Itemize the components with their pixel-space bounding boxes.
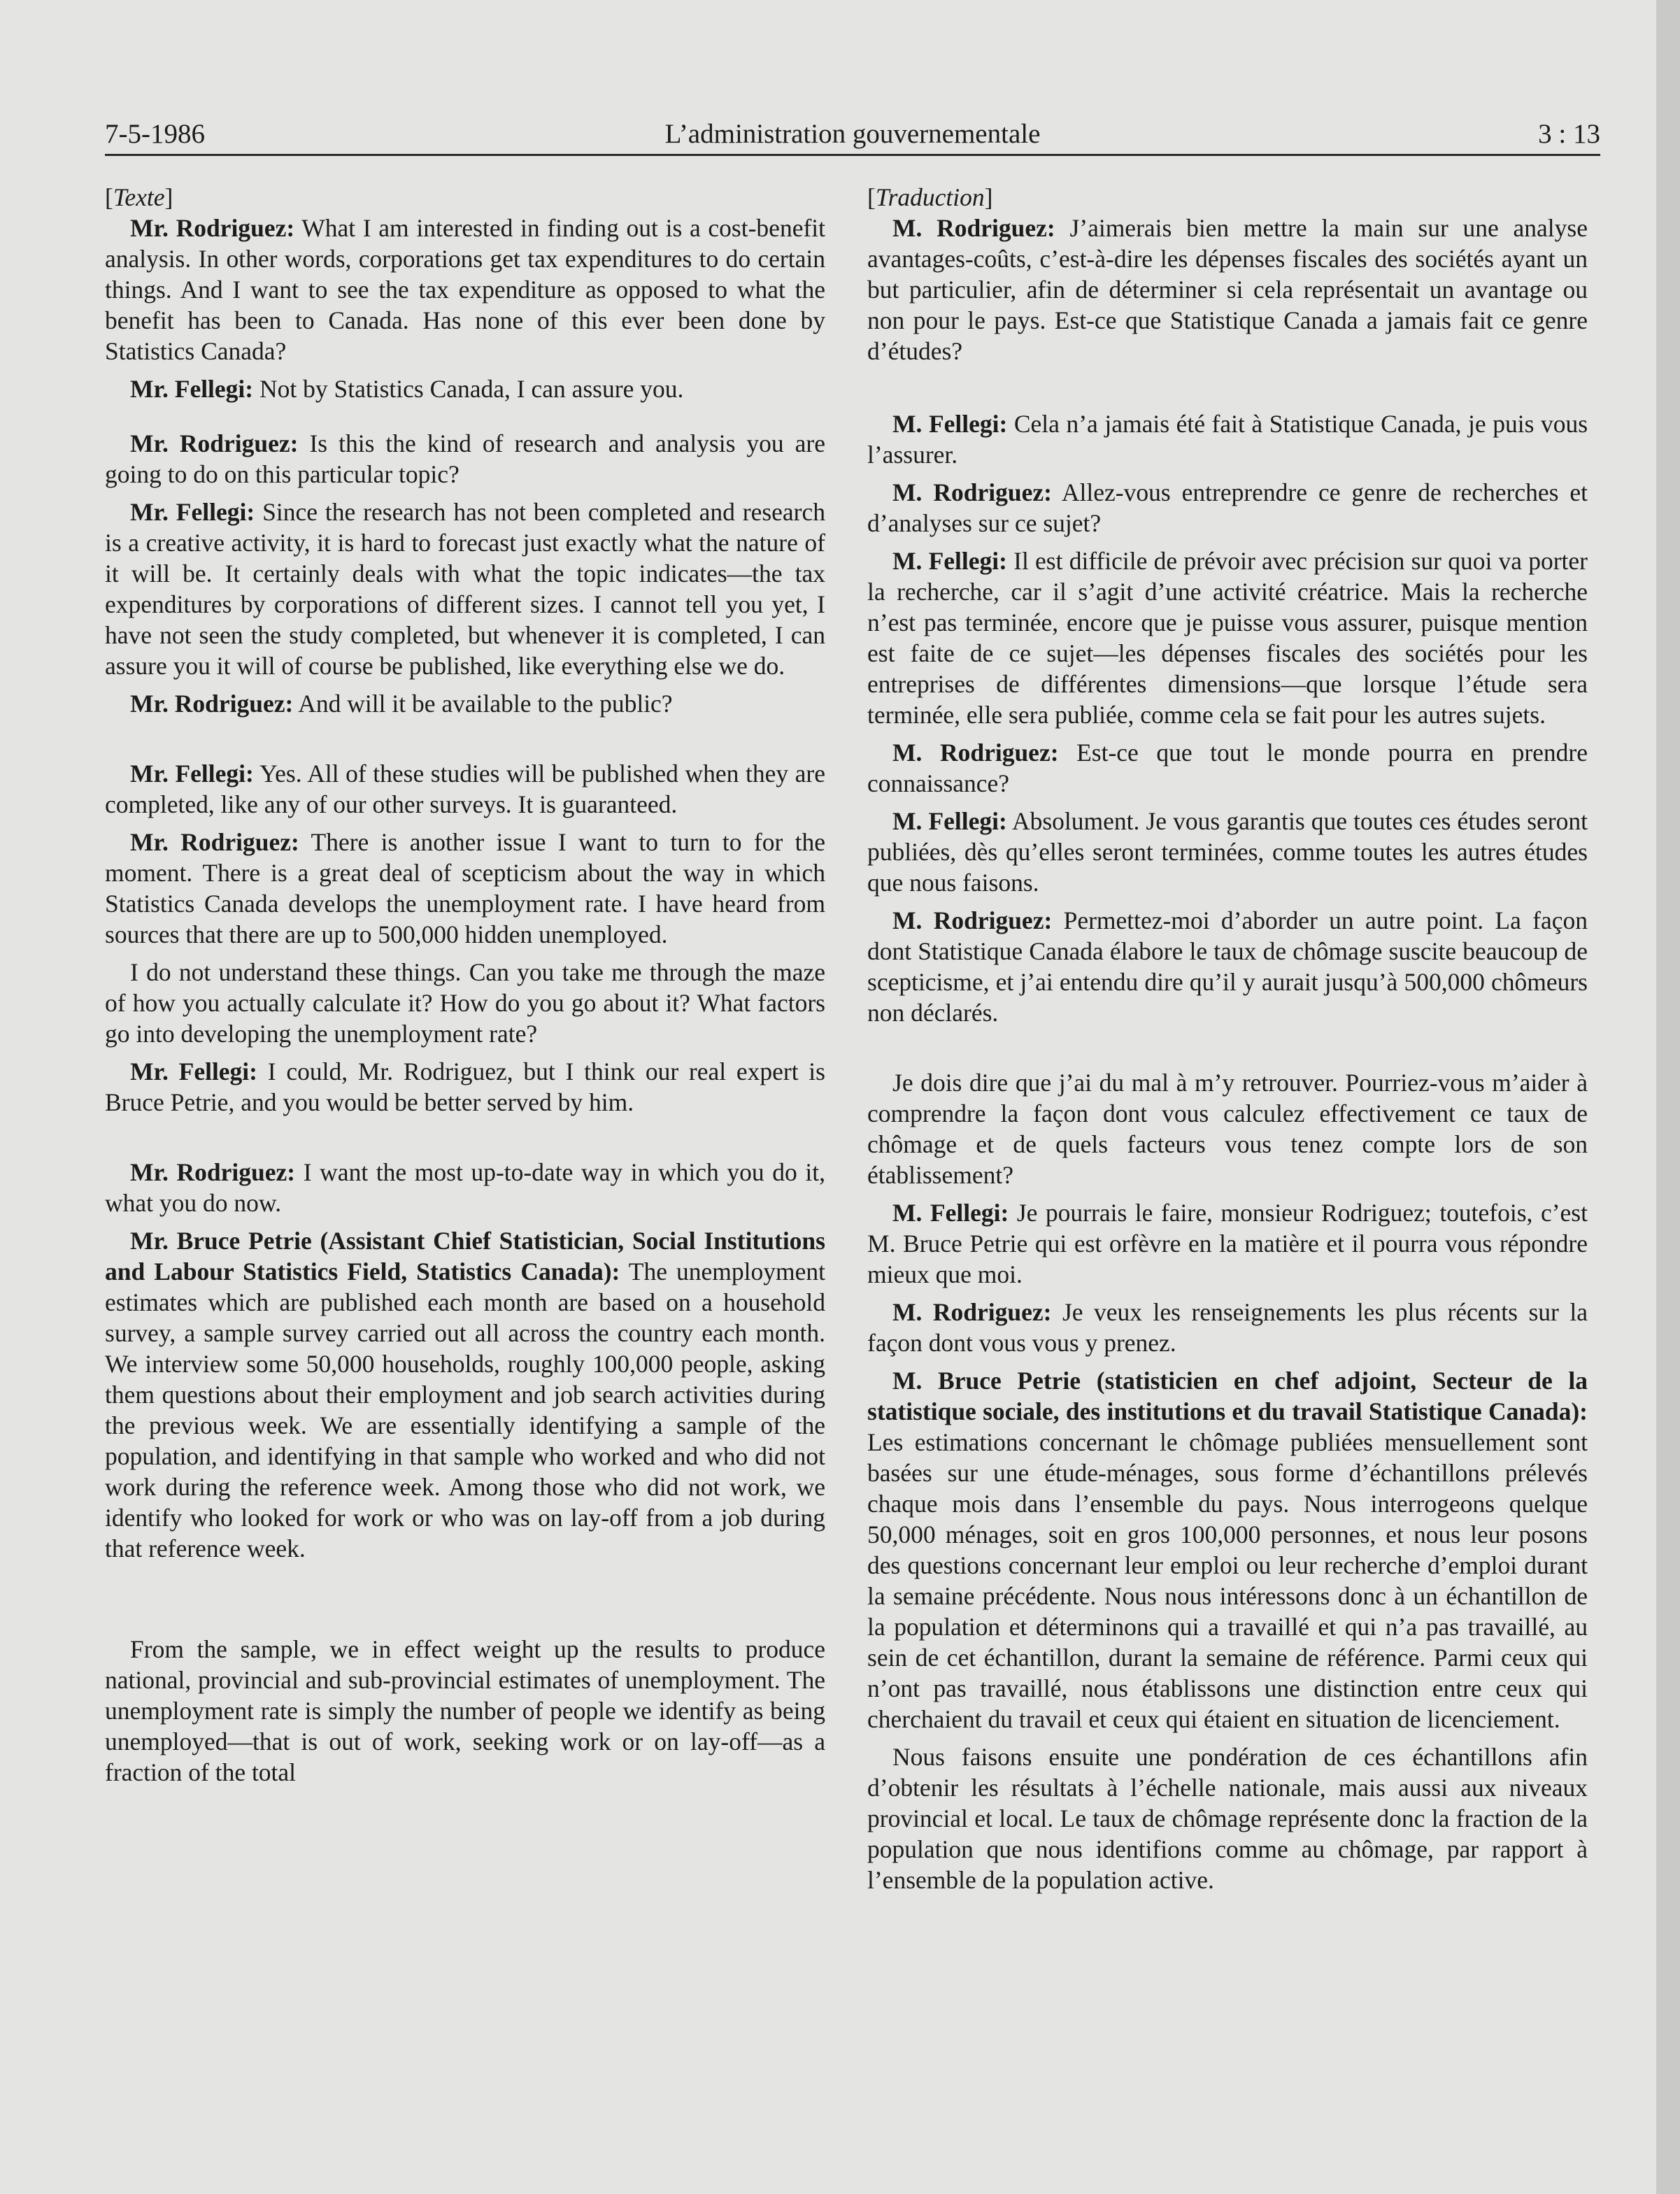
paragraph: Mr. Fellegi: Not by Statistics Canada, I can assure you. bbox=[130, 375, 684, 403]
speaker: Mr. Rodriguez: bbox=[130, 828, 299, 856]
speaker: Mr. Rodriguez: bbox=[130, 214, 295, 242]
paragraph: M. Rodriguez: Je veux les renseignements les plus récents sur la façon dont vous vous y prenez. bbox=[867, 1298, 1588, 1357]
paragraph: I do not understand these things. Can you take me through the maze of how you actually calculate it? How do you go about it? What factors go into developing the unemployment rate? bbox=[105, 958, 825, 1048]
paragraph: M. Fellegi: Cela n’a jamais été fait à Statistique Canada, je puis vous l’assurer. bbox=[867, 410, 1588, 469]
page-header bbox=[105, 115, 1600, 156]
speaker: M. Rodriguez: bbox=[892, 214, 1055, 242]
speaker: M. Rodriguez: bbox=[892, 1298, 1052, 1326]
paragraph: Mr. Fellegi: Yes. All of these studies will be published when they are completed, like any of our other surveys. It is guaranteed. bbox=[105, 760, 825, 818]
speaker: Mr. Bruce Petrie (Assistant Chief Statistician, Social Institutions and Labour Statistics Field, Statistics Canada): bbox=[105, 1227, 825, 1285]
speaker: Mr. Fellegi: bbox=[130, 375, 254, 403]
paragraph: Je dois dire que j’ai du mal à m’y retrouver. Pourriez-vous m’aider à comprendre la façon dont vous calculez effectivement ce taux de chômage et de quels facteurs vous tenez compte lors de son établissement? bbox=[867, 1069, 1588, 1189]
paragraph: Nous faisons ensuite une pondération de ces échantillons afin d’obtenir les résultats à l’échelle nationale, mais aussi aux niveaux provincial et local. Le taux de chômage représente donc la fraction de la population que nous identifions comme au chômage, par rapport à l’ensemble de la population active. bbox=[867, 1743, 1588, 1894]
scan-edge bbox=[1656, 0, 1680, 2194]
speaker: Mr. Rodriguez: bbox=[130, 1158, 296, 1186]
paragraph: M. Rodriguez: Allez-vous entreprendre ce genre de recherches et d’analyses sur ce sujet? bbox=[867, 478, 1588, 537]
paragraph: M. Rodriguez: Est-ce que tout le monde pourra en prendre connaissance? bbox=[867, 739, 1588, 797]
speaker: M. Rodriguez: bbox=[892, 739, 1059, 767]
speaker: M. Bruce Petrie (statisticien en chef adjoint, Secteur de la statistique sociale, des institutions et du travail Statistique Canada): bbox=[867, 1367, 1588, 1425]
speaker: Mr. Fellegi: bbox=[130, 498, 255, 526]
paragraph: Mr. Fellegi: Since the research has not been completed and research is a creative activity, it is hard to forecast just exactly what the nature of it will be. It certainly deals with what the topic indicates—the tax expenditures by corporations of different sizes. I cannot tell you yet, I have not seen the study completed, but whenever it is completed, I can assure you it will of course be published, like everything else we do. bbox=[105, 498, 825, 680]
paragraph: From the sample, we in effect weight up the results to produce national, provincial and sub-provincial estimates of unemployment. The unemployment rate is simply the number of people we identify as being unemployed—that is out of work, seeking work or on lay-off—as a fraction of the total bbox=[105, 1635, 825, 1786]
paragraph: Mr. Rodriguez: I want the most up-to-date way in which you do it, what you do now. bbox=[105, 1158, 825, 1217]
column-label: [Traduction] bbox=[867, 183, 993, 211]
paragraph: Mr. Rodriguez: And will it be available to the public? bbox=[130, 690, 673, 718]
paragraph: M. Fellegi: Je pourrais le faire, monsieur Rodriguez; toutefois, c’est M. Bruce Petrie qui est orfèvre en la matière et il pourra vous répondre mieux que moi. bbox=[867, 1199, 1588, 1288]
paragraph: M. Fellegi: Absolument. Je vous garantis que toutes ces études seront publiées, dès qu’elles seront terminées, comme toutes les autres études que nous faisons. bbox=[867, 807, 1588, 897]
paragraph: M. Rodriguez: J’aimerais bien mettre la main sur une analyse avantages-coûts, c’est-à-dire les dépenses fiscales des sociétés ayant un but particulier, afin de déterminer si cela représentait un avantage ou non pour le pays. Est-ce que Statistique Canada a jamais fait ce genre d’études? bbox=[867, 214, 1588, 365]
header-page-number: 3 : 13 bbox=[1538, 119, 1600, 149]
paragraph: Mr. Rodriguez: What I am interested in finding out is a cost-benefit analysis. In other words, corporations get tax expenditures to do certain things. And I want to see the tax expenditure as opposed to what the benefit has been to Canada. Has none of this ever been done by Statistics Canada? bbox=[105, 214, 825, 365]
paragraph: M. Bruce Petrie (statisticien en chef adjoint, Secteur de la statistique sociale, des institutions et du travail Statistique Canada): Les estimations concernant le chômage publiées mensuellement sont basées sur une étude-ménages, sous forme d’échantillons prélevés chaque mois dans l’ensemble du pays. Nous interrogeons quelque 50,000 ménages, soit en gros 100,000 personnes, et nous leur posons des questions concernant leur emploi ou leur recherche d’emploi durant la semaine précédente. Nous nous intéressons donc à un échantillon de la population et déterminons qui a travaillé et qui n’a pas travaillé, au sein de cet échantillon, durant la semaine de référence. Parmi ceux qui n’ont pas travaillé, nous établissons une distinction entre ceux qui cherchaient du travail et ceux qui étaient en situation de licenciement. bbox=[867, 1367, 1588, 1733]
paragraph: Mr. Rodriguez: There is another issue I want to turn to for the moment. There is a great deal of scepticism about the way in which Statistics Canada develops the unemployment rate. I have heard from sources that there are up to 500,000 hidden unemployed. bbox=[105, 828, 825, 948]
paragraph: M. Rodriguez: Permettez-moi d’aborder un autre point. La façon dont Statistique Canada élabore le taux de chômage suscite beaucoup de scepticisme, et j’ai entendu dire qu’il y aurait jusqu’à 500,000 chômeurs non déclarés. bbox=[867, 906, 1588, 1027]
header-title: L’administration gouvernementale bbox=[664, 119, 1041, 149]
paragraph: Mr. Rodriguez: Is this the kind of research and analysis you are going to do on this particular topic? bbox=[105, 429, 825, 488]
speaker: M. Fellegi: bbox=[892, 547, 1007, 575]
french-column bbox=[867, 182, 1588, 1895]
header-date: 7-5-1986 bbox=[105, 119, 205, 149]
speaker: M. Fellegi: bbox=[892, 410, 1008, 438]
column-label: [Texte] bbox=[105, 183, 173, 211]
speaker: M. Fellegi: bbox=[892, 1199, 1009, 1227]
speaker: M. Rodriguez: bbox=[892, 478, 1052, 506]
speaker: Mr. Fellegi: bbox=[130, 760, 254, 788]
paragraph: M. Fellegi: Il est difficile de prévoir avec précision sur quoi va porter la recherche, car il s’agit d’une activité créatrice. Mais la recherche n’est pas terminée, encore que je puisse vous assurer, puisque mention est faite de ce sujet—les dépenses fiscales des sociétés pour les entreprises de différentes dimensions—que lorsque l’étude sera terminée, elle sera publiée, comme cela se fait pour les autres sujets. bbox=[867, 547, 1588, 729]
paragraph: Mr. Fellegi: I could, Mr. Rodriguez, but I think our real expert is Bruce Petrie, and you would be better served by him. bbox=[105, 1057, 825, 1116]
english-column bbox=[105, 182, 825, 1788]
speaker: M. Fellegi: bbox=[892, 807, 1007, 835]
paragraph: Mr. Bruce Petrie (Assistant Chief Statistician, Social Institutions and Labour Statistics Field, Statistics Canada): The unemployment estimates which are published each month are based on a household survey, a sample survey carried out all across the country each month. We interview some 50,000 households, roughly 100,000 people, asking them questions about their employment and job search activities during the previous week. We are essentially identifying a sample of the population, and identifying in that sample who worked and who did not work during the reference week. Among those who did not work, we identify who looked for work or who was on lay-off from a job during that reference week. bbox=[105, 1227, 826, 1562]
speaker: Mr. Fellegi: bbox=[130, 1057, 257, 1085]
speaker: Mr. Rodriguez: bbox=[130, 690, 294, 718]
speaker: Mr. Rodriguez: bbox=[130, 429, 299, 457]
speaker: M. Rodriguez: bbox=[892, 906, 1053, 934]
